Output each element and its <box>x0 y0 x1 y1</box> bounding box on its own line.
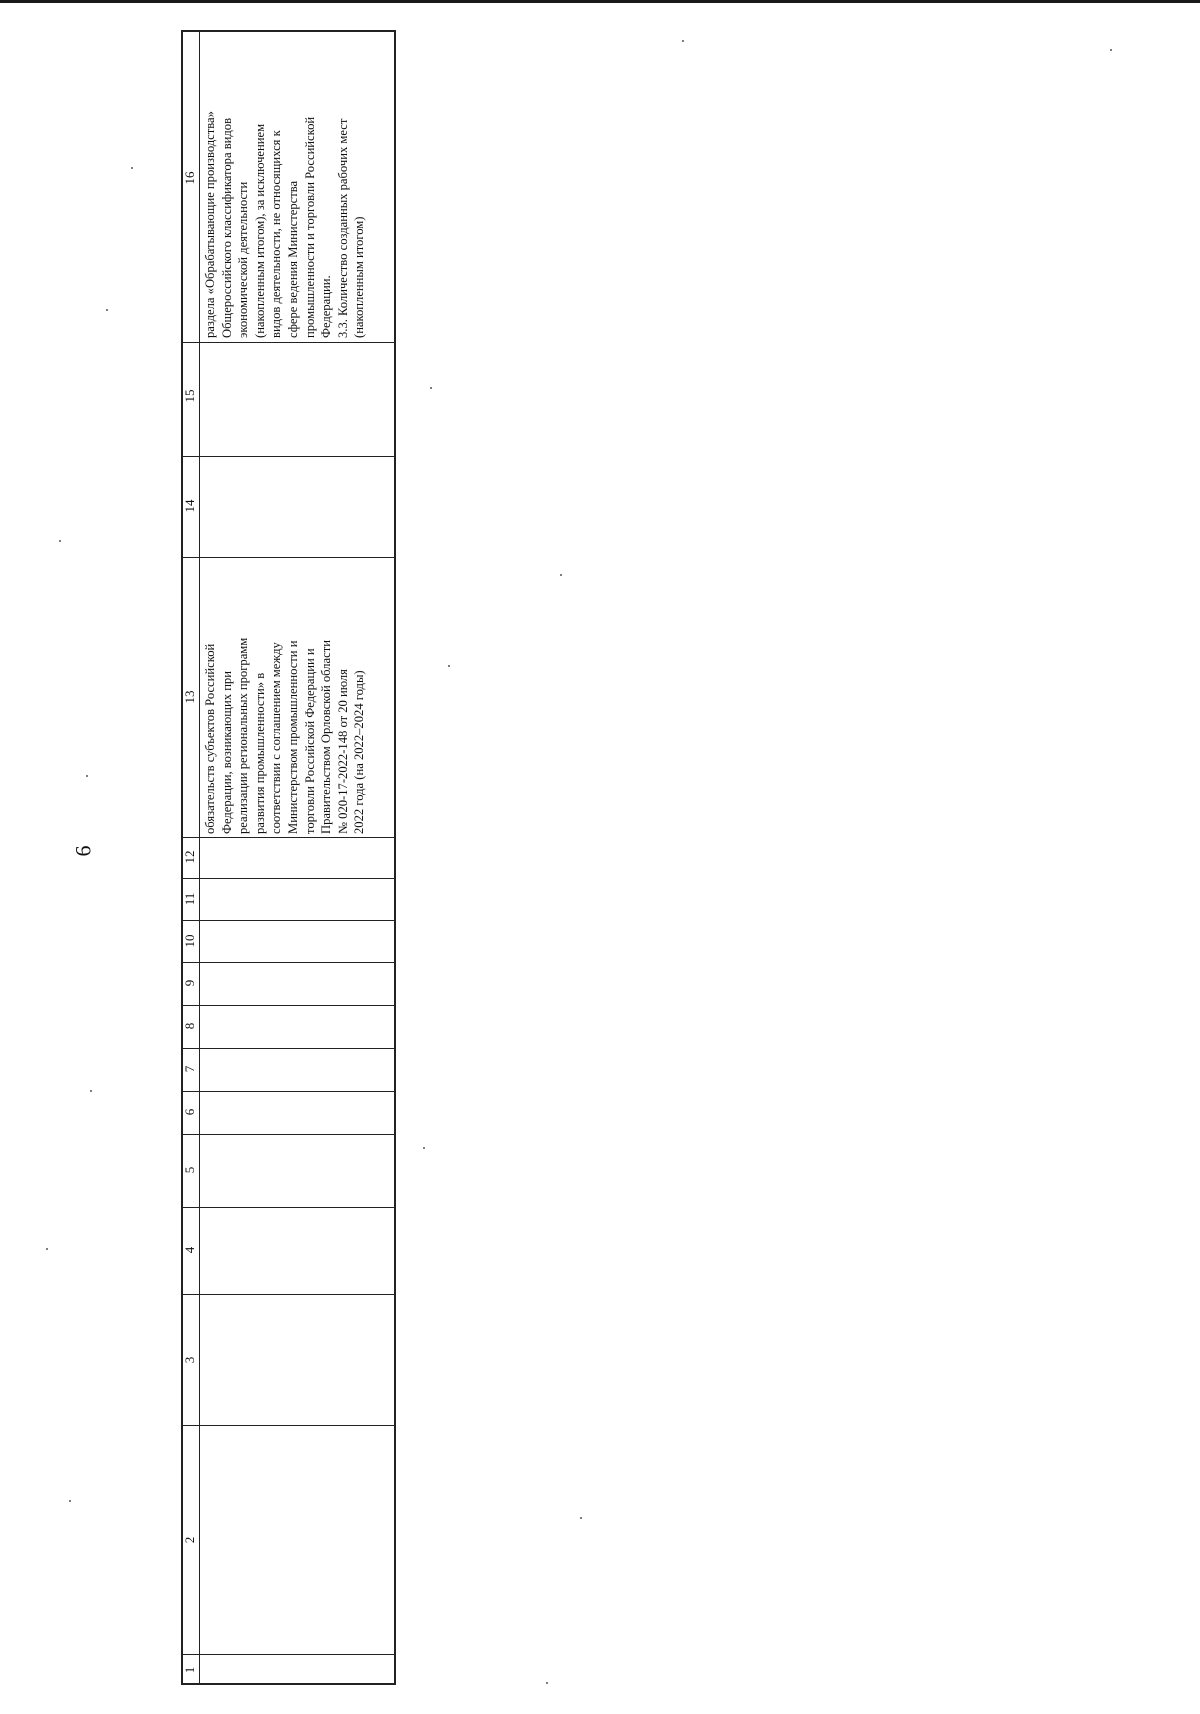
scan-top-edge <box>0 0 1200 3</box>
cell-line: № 020-17-2022-148 от 20 июля <box>335 669 350 834</box>
column-divider <box>181 1091 396 1092</box>
scan-speck <box>546 1682 548 1684</box>
scan-speck <box>448 665 450 667</box>
column-divider <box>181 1207 396 1208</box>
cell-line: раздела «Обрабатывающие производства» <box>203 111 217 338</box>
column-divider <box>181 962 396 963</box>
scan-speck <box>423 1147 425 1149</box>
cell-line: реализации региональных программ <box>236 637 251 834</box>
page-number: 6 <box>70 845 96 857</box>
cell-line: развития промышленности» в <box>252 672 267 834</box>
header-row-divider <box>199 30 200 1685</box>
column-divider <box>181 1654 396 1655</box>
cell-line: соответствии с соглашением между <box>269 642 284 834</box>
scan-speck <box>86 775 88 777</box>
scan-speck <box>430 387 432 389</box>
cell-line: Министерством промышленности и <box>285 640 300 834</box>
scan-speck <box>1110 49 1112 51</box>
column-divider <box>181 1048 396 1049</box>
scan-speck <box>46 1248 48 1250</box>
column-divider <box>181 342 396 343</box>
column-divider <box>181 1294 396 1295</box>
column-divider <box>181 837 396 838</box>
cell-line: обязательств субъектов Российской <box>203 643 217 834</box>
cell-line: (накопленным итогом) <box>352 216 367 338</box>
cell-line: видов деятельности, не относящихся к <box>269 130 284 338</box>
cell-line: промышленности и торговли Российской <box>302 116 317 338</box>
scan-speck <box>106 309 108 311</box>
scan-speck <box>131 167 133 169</box>
scan-speck <box>682 40 684 42</box>
column-divider <box>181 1005 396 1006</box>
cell-line: 3.3. Количество созданных рабочих мест <box>335 118 350 338</box>
cell-line: Федерации. <box>319 275 334 338</box>
cell-line: экономической деятельности <box>236 181 251 338</box>
scan-speck <box>560 574 562 576</box>
column-divider <box>181 920 396 921</box>
scan-speck <box>90 1090 92 1092</box>
column-divider <box>181 1425 396 1426</box>
column-divider <box>181 557 396 558</box>
cell-line: сфере ведения Министерства <box>285 180 300 338</box>
scan-speck <box>580 1517 582 1519</box>
cell-line: торговли Российской Федерации и <box>302 648 317 834</box>
cell-line: (накопленным итогом), за исключением <box>252 123 267 338</box>
scan-speck <box>59 540 61 542</box>
column-divider <box>181 878 396 879</box>
cell-col16-text <box>202 111 368 338</box>
cell-line: Общероссийского классификатора видов <box>219 117 234 338</box>
cell-line: Федерации, возникающих при <box>219 671 234 834</box>
scan-speck <box>69 1500 71 1502</box>
column-divider <box>181 456 396 457</box>
column-divider <box>181 1134 396 1135</box>
cell-line: Правительством Орловской области <box>319 640 334 834</box>
cell-col13-text <box>202 638 368 834</box>
cell-line: 2022 года (на 2022–2024 годы) <box>352 670 367 834</box>
